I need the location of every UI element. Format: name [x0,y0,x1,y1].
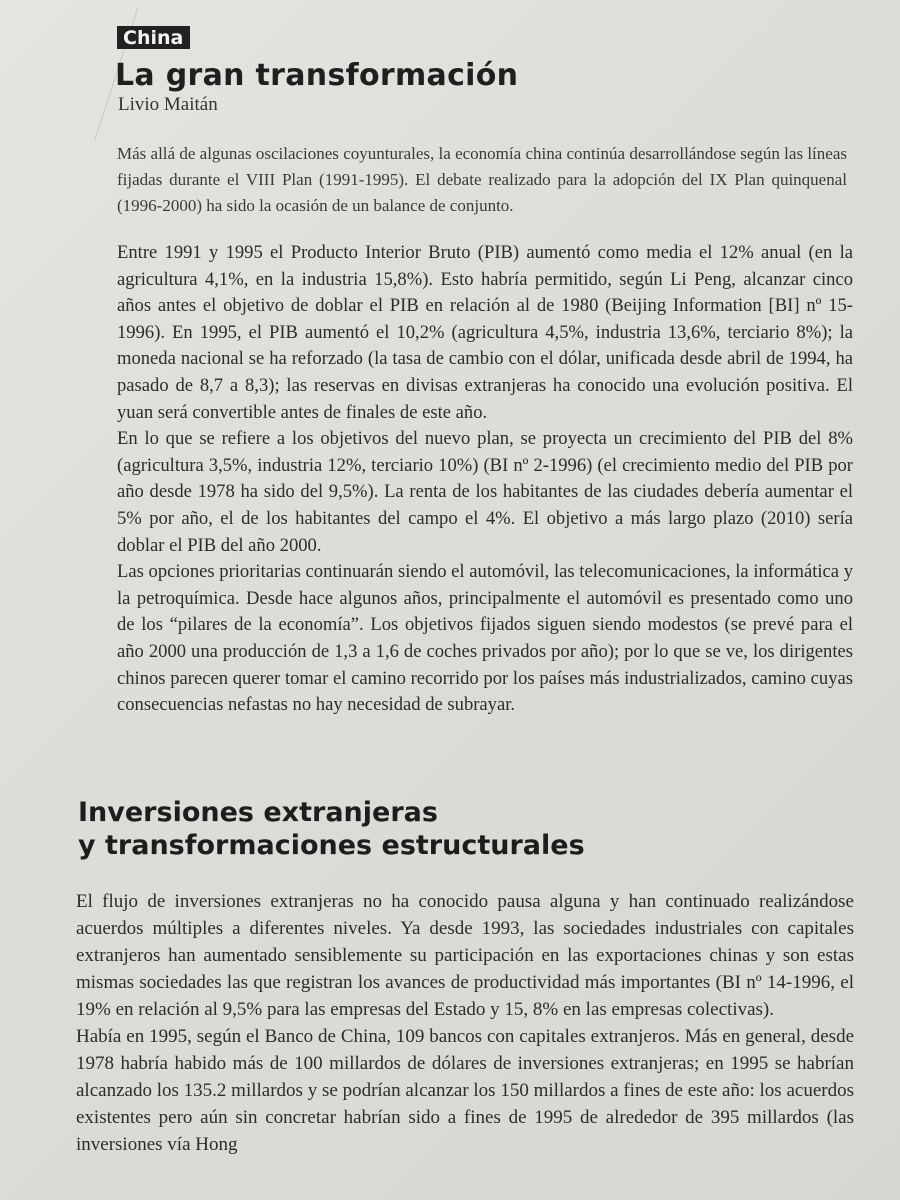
body-paragraph: Las opciones prioritarias continuarán siendo el automóvil, las telecomunicaciones, la informática y la petroquímica. Desde hace algunos años, principalmente el automóvil es presentado como uno de los “pilares de la economía”. Los objetivos fijados siguen siendo modestos (se prevé para el año 2000 una producción de 1,3 a 1,6 de coches privados por año); por lo que se ve, los dirigentes chinos parecen querer tomar el camino recorrido por los países más industrializados, camino cuyas consecuencias nefastas no hay necesidad de subrayar. [117,561,853,716]
section2-body [76,888,854,1158]
body-paragraph: Entre 1991 y 1995 el Producto Interior Bruto (PIB) aumentó como media el 12% anual (en la agricultura 4,1%, en la industria 15,8%). Esto habría permitido, según Li Peng, alcanzar cinco años antes el objetivo de doblar el PIB en relación al de 1980 (Beijing Information [BI] nº 15-1996). En 1995, el PIB aumentó el 10,2% (agricultura 4,5%, industria 13,6%, terciario 8%); la moneda nacional se ha reforzado (la tasa de cambio con el dólar, unificada desde abril de 1994, ha pasado de 8,7 a 8,3); las reservas en divisas extranjeras ha conocido una evolución positiva. El yuan será convertible antes de finales de este año. [117,242,853,423]
article-title: La gran transformación [115,58,519,93]
article-body [117,240,853,719]
subheading-line: y transformaciones estructurales [78,830,585,861]
article-author: Livio Maitán [118,94,218,115]
section-tag: China [117,26,190,49]
section-subheading [78,796,585,862]
subheading-line: Inversiones extranjeras [78,797,438,828]
lead-paragraph-text: Más allá de algunas oscilaciones coyunturales, la economía china continúa desarrollándose según las líneas fijadas durante el VIII Plan (1991-1995). El debate realizado para la adopción del IX Plan quinquenal (1996-2000) ha sido la ocasión de un balance de conjunto. [117,144,847,215]
body-paragraph: Había en 1995, según el Banco de China, 109 bancos con capitales extranjeros. Más en general, desde 1978 habría habido más de 100 millardos de dólares de inversiones extranjeras; en 1995 se habrían alcanzado los 135.2 millardos y se podrían alcanzar los 150 millardos a fines de este año: los acuerdos existentes pero aún sin concretar habrían sido a fines de 1995 de alrededor de 395 millardos (las inversiones vía Hong [76,1026,854,1155]
body-paragraph: En lo que se refiere a los objetivos del nuevo plan, se proyecta un crecimiento del PIB del 8% (agricultura 3,5%, industria 12%, terciario 10%) (BI nº 2-1996) (el crecimiento medio del PIB por año desde 1978 ha sido del 9,5%). La renta de los habitantes de las ciudades debería aumentar el 5% por año, el de los habitantes del campo el 4%. El objetivo a más largo plazo (2010) sería doblar el PIB del año 2000. [117,428,853,556]
body-paragraph: El flujo de inversiones extranjeras no ha conocido pausa alguna y han continuado realizándose acuerdos múltiples a diferentes niveles. Ya desde 1993, las sociedades industriales con capitales extranjeros han aumentado sensiblemente su participación en las exportaciones chinas y son estas mismas sociedades las que registran los avances de productividad más importantes (BI nº 14-1996, el 19% en relación al 9,5% para las empresas del Estado y 15, 8% en las empresas colectivas). [76,891,854,1020]
lead-paragraph [117,141,847,219]
